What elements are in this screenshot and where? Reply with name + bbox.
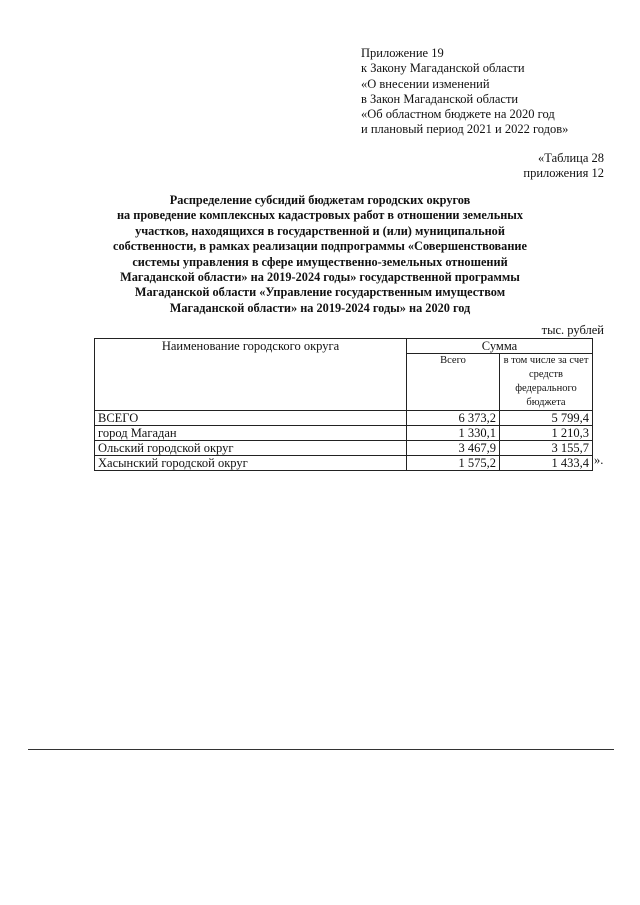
- appendix-header-line: в Закон Магаданской области: [361, 91, 519, 106]
- table-row: [95, 456, 593, 471]
- appendix-header-line: «Об областном бюджете на 2020 год: [361, 107, 555, 122]
- appendix-header-line: Приложение 19: [361, 46, 444, 60]
- column-header-federal: в том числе за счет средств федерального бюджета: [500, 354, 593, 411]
- row-federal-value: 1 433,4: [500, 456, 593, 471]
- table-header-row: [95, 339, 593, 354]
- document-title-line: системы управления в сфере имущественно-земельных отношений: [132, 254, 508, 269]
- document-title: [80, 193, 560, 316]
- row-total-value: 1 330,1: [407, 426, 500, 441]
- row-federal-value: 3 155,7: [500, 441, 593, 456]
- table-reference: [523, 151, 604, 182]
- document-title-line: Магаданской области» на 2019-2024 годы» государственной программы: [120, 270, 520, 285]
- table-row: [95, 441, 593, 456]
- document-title-line: на проведение комплексных кадастровых работ в отношении земельных: [116, 208, 524, 223]
- units-label: тыс. рублей: [541, 323, 604, 337]
- appendix-header-line: «О внесении изменений: [361, 76, 490, 91]
- subsidy-table: [94, 338, 593, 471]
- document-title-line: Магаданской области «Управление государственным имуществом: [134, 285, 506, 300]
- row-federal-value: 5 799,4: [500, 411, 593, 426]
- closing-quote: ».: [594, 453, 604, 467]
- row-total-value: 3 467,9: [407, 441, 500, 456]
- column-header-name: Наименование городского округа: [95, 339, 407, 411]
- row-name: ВСЕГО: [95, 411, 407, 426]
- column-header-sum: Сумма: [407, 339, 593, 354]
- table-reference-line: «Таблица 28: [538, 151, 604, 165]
- row-federal-value: 1 210,3: [500, 426, 593, 441]
- document-title-line: собственности, в рамках реализации подпрограммы «Совершенствование: [113, 239, 527, 254]
- table-reference-line: приложения 12: [523, 166, 604, 181]
- table-row-total: [95, 411, 593, 426]
- row-total-value: 6 373,2: [407, 411, 500, 426]
- appendix-header: [361, 46, 568, 138]
- document-title-line: участков, находящихся в государственной и (или) муниципальной: [135, 223, 505, 238]
- appendix-header-line: к Закону Магаданской области: [361, 61, 525, 76]
- column-header-total: Всего: [407, 354, 500, 411]
- row-name: Ольский городской округ: [95, 441, 407, 456]
- appendix-header-line: и плановый период 2021 и 2022 годов»: [361, 122, 569, 137]
- row-total-value: 1 575,2: [407, 456, 500, 471]
- page-divider: [28, 749, 614, 750]
- row-name: Хасынский городской округ: [95, 456, 407, 471]
- row-name: город Магадан: [95, 426, 407, 441]
- document-title-line: Распределение субсидий бюджетам городских округов: [169, 193, 471, 207]
- document-title-line: Магаданской области» на 2019-2024 годы» на 2020 год: [169, 300, 471, 315]
- table-row: [95, 426, 593, 441]
